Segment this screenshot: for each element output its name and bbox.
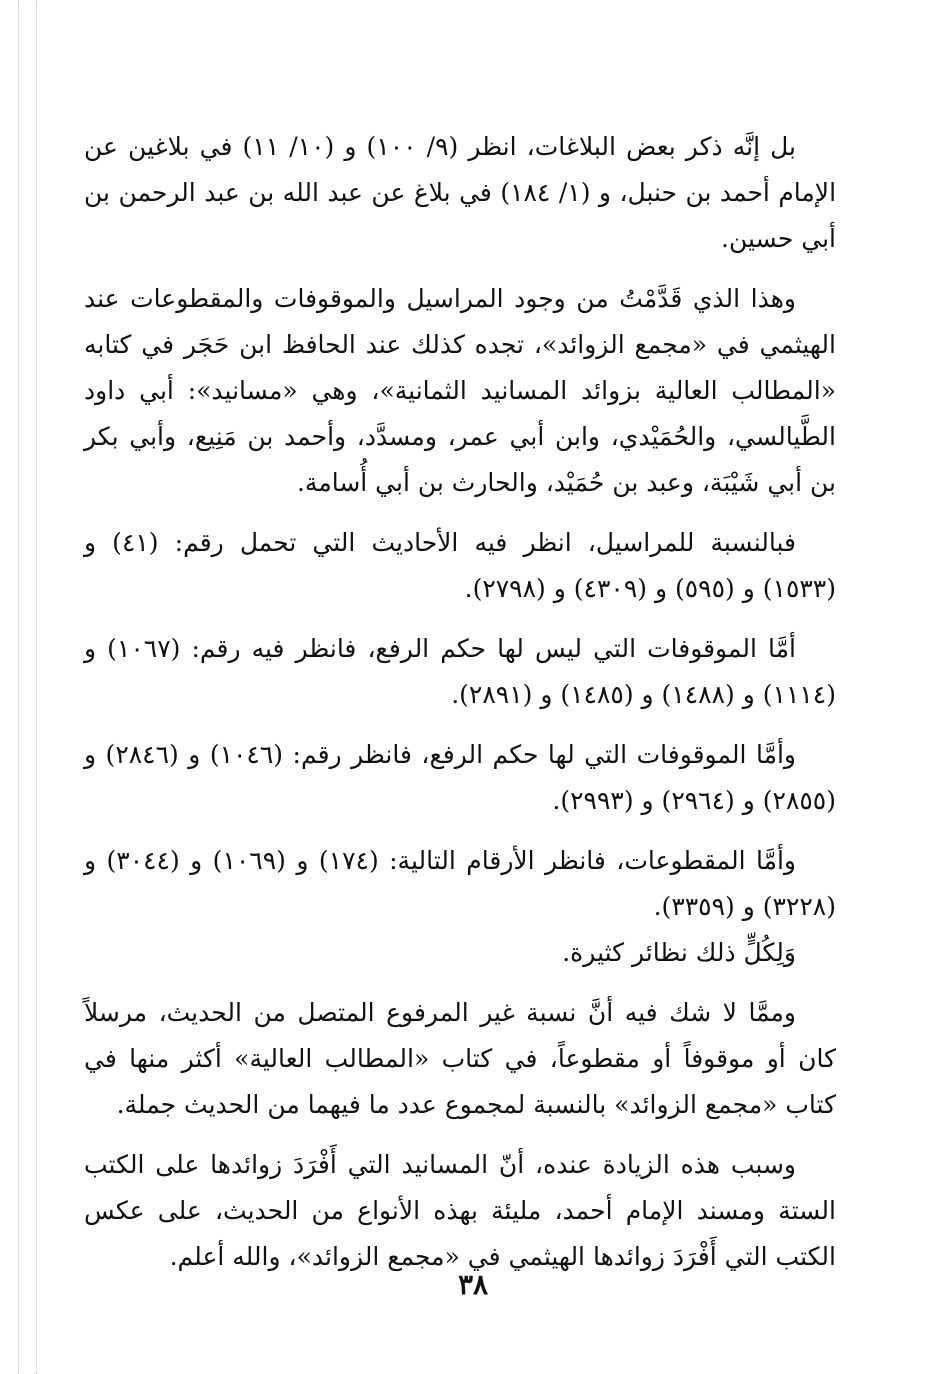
paragraph-nazair: وَلِكُلٍّ ذلك نظائر كثيرة. [562,938,796,967]
paragraph-mawqufat-no-raf: أمَّا الموقوفات التي ليس لها حكم الرفع، فانظر فيه رقم: (١٠٦٧) و (١١١٤) و (١٤٨٨) و (١٤٨٥) و (٢٨٩١). [84,634,836,709]
paragraph-marasil: فبالنسبة للمراسيل، انظر فيه الأحاديث التي تحمل رقم: (٤١) و (١٥٣٣) و (٥٩٥) و (٤٣٠٩) و (٢٧٩٨). [84,528,836,603]
paragraph-mawqufat-raf: وأمَّا الموقوفات التي لها حكم الرفع، فانظر رقم: (١٠٤٦) و (٢٨٤٦) و (٢٨٥٥) و (٢٩٦٤) و (٢٩٩٣). [84,740,836,815]
paragraph-sabab: وسبب هذه الزيادة عنده، أنّ المسانيد التي أَفْرَدَ زوائدها على الكتب الستة ومسند الإمام أحمد، مليئة بهذه الأنواع من الحديث، على عكس الكتب التي أَفْرَدَ زوائدها الهيثمي في «مجمع الزوائد»، والله أعلم. [84,1150,836,1271]
body-text [84,124,836,1294]
paragraph-nisba: وممَّا لا شك فيه أنَّ نسبة غير المرفوع المتصل من الحديث، مرسلاً كان أو موقوفاً أو مقطوعاً، في كتاب «المطالب العالية» أكثر منها في كتاب «مجمع الزوائد» بالنسبة لمجموع عدد ما فيهما من الحديث جملة. [84,998,836,1119]
scan-gutter-line [18,0,19,1374]
paragraph-matalib-aliya: وهذا الذي قَدَّمْتُ من وجود المراسيل والموقوفات والمقطوعات عند الهيثمي في «مجمع الزوائد»، تجده كذلك عند الحافظ ابن حَجَر في كتابه «المطالب العالية بزوائد المسانيد الثمانية»، وهي «مسانيد»: أبي داود الطَّيالسي، والحُمَيْدي، وابن أبي عمر، ومسدَّد، وأحمد بن مَنِيع، وأبي بكر بن أبي شَيْبَة، وعبد بن حُمَيْد، والحارث بن أبي أُسامة. [84,284,836,497]
paragraph-maqtuat: وأمَّا المقطوعات، فانظر الأرقام التالية: (١٧٤) و (١٠٦٩) و (٣٠٤٤) و (٣٢٢٨) و (٣٣٥٩). [84,846,836,921]
scan-gutter-line [36,0,37,1374]
page-number: ٣٨ [457,1268,489,1301]
paragraph-balaghat: بل إنَّه ذكر بعض البلاغات، انظر (٩/ ١٠٠) و (١٠/ ١١) في بلاغين عن الإمام أحمد بن حنبل، و (١/ ١٨٤) في بلاغ عن عبد الله بن عبد الرحمن بن أبي حسين. [84,132,837,253]
